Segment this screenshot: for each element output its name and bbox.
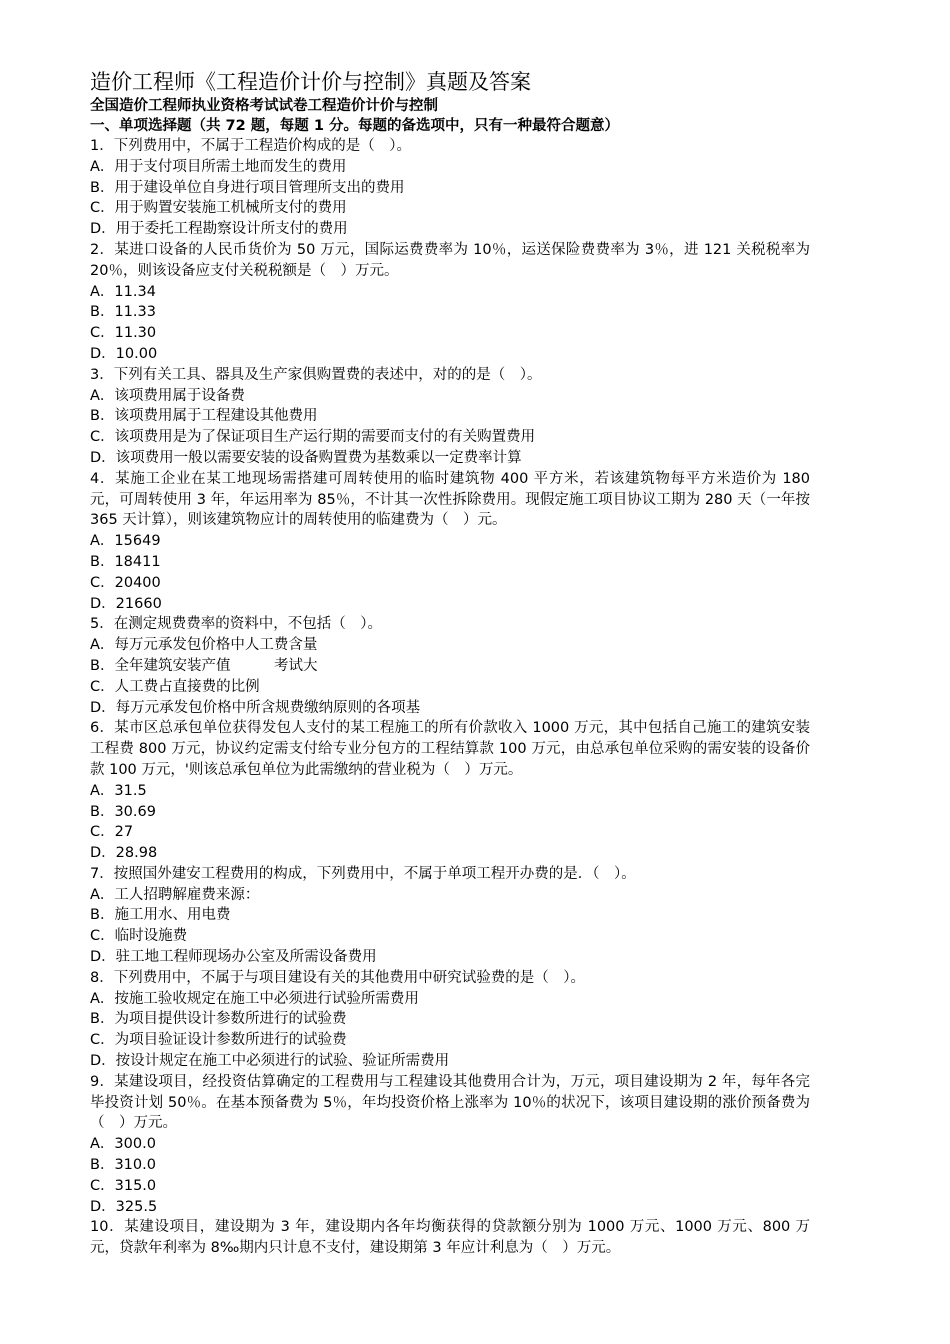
question-stem: 8．下列费用中，不属于与项目建设有关的其他费用中研究试验费的是（ ）。 — [90, 969, 585, 986]
question-block — [90, 864, 810, 968]
answer-option: A．该项费用属于设备费 — [90, 387, 245, 404]
answer-option: D．按设计规定在施工中必须进行的试验、验证所需费用 — [90, 1053, 450, 1070]
question-stem: 10．某建设项目，建设期为 3 年，建设期内各年均衡获得的贷款额分别为 1000 万元、1000 万元、800 万元，贷款年利率为 8‰期内只计息不支付，建设期第 3 年应计利息为（ ）万元。 — [90, 1219, 810, 1257]
answer-option: D．每万元承发包价格中所含规费缴纳原则的各项基 — [90, 699, 421, 716]
answer-option: B．11.33 — [90, 304, 156, 321]
question-block — [90, 968, 810, 1072]
document-page — [90, 68, 815, 1259]
section-title: 一、单项选择题（共 72 题，每题 1 分。每题的备选项中，只有一种最符合题意） — [90, 118, 619, 134]
question-block — [90, 136, 810, 240]
answer-option: A．11.34 — [90, 283, 156, 300]
question-stem: 5．在测定规费费率的资料中，不包括（ ）。 — [90, 616, 382, 633]
answer-option: D．325.5 — [90, 1198, 158, 1215]
answer-option: B．该项费用属于工程建设其他费用 — [90, 408, 318, 425]
answer-option: C．315.0 — [90, 1177, 157, 1194]
question-block — [90, 614, 810, 718]
answer-option: A．每万元承发包价格中人工费含量 — [90, 637, 318, 654]
answer-option: B．18411 — [90, 553, 161, 570]
answer-option: C．用于购置安装施工机械所支付的费用 — [90, 200, 347, 217]
question-stem: 2．某进口设备的人民币货价为 50 万元，国际运费费率为 10％，运送保险费费率为 3％，进 121 关税税率为 20％，则该设备应支付关税税额是（ ）万元。 — [90, 241, 815, 279]
answer-option: C．为项目验证设计参数所进行的试验费 — [90, 1032, 347, 1049]
question-stem: 4．某施工企业在某工地现场需搭建可周转使用的临时建筑物 400 平方米，若该建筑物每平方米造价为 180 元，可周转使用 3 年，年运用率为 85％，不计其一次性拆除费用。现假定施工项目协议工期为 280 天（一年按 365 天计算），则该建筑物应计的周转使用的临建费为（ ）元。 — [90, 470, 815, 529]
answer-option: D．21660 — [90, 595, 162, 612]
answer-option: A．工人招聘解雇费来源： — [90, 886, 260, 903]
answer-option: C．11.30 — [90, 325, 157, 342]
question-block — [90, 240, 815, 365]
document-title: 造价工程师《工程造价计价与控制》真题及答案 — [90, 70, 531, 94]
answer-option: D．驻工地工程师现场办公室及所需设备费用 — [90, 949, 377, 966]
document-subtitle: 全国造价工程师执业资格考试试卷工程造价计价与控制 — [90, 98, 438, 114]
answer-option: C．该项费用是为了保证项目生产运行期的需要而支付的有关购置费用 — [90, 429, 536, 446]
answer-option: D．用于委托工程勘察设计所支付的费用 — [90, 221, 348, 238]
question-block — [90, 1072, 810, 1218]
question-stem: 7．按照国外建安工程费用的构成，下列费用中，不属于单项工程开办费的是．（ ）。 — [90, 865, 636, 882]
answer-option: D．该项费用一般以需要安装的设备购置费为基数乘以一定费率计算 — [90, 449, 522, 466]
answer-option: B．310.0 — [90, 1157, 156, 1174]
answer-option: C．人工费占直接费的比例 — [90, 678, 260, 695]
question-list — [90, 136, 815, 1259]
answer-option: A．31.5 — [90, 782, 147, 799]
answer-option: B．30.69 — [90, 803, 156, 820]
answer-option: C．临时设施费 — [90, 928, 188, 945]
question-stem: 1．下列费用中，不属于工程造价构成的是（ ）。 — [90, 138, 411, 154]
question-stem: 6．某市区总承包单位获得发包人支付的某工程施工的所有价款收入 1000 万元，其中包括自己施工的建筑安装工程费 800 万元，协议约定需支付给专业分包方的工程结算款 100 万元，由总承包单位采购的需安装的设备价款 100 万元，'则该总承包单位为此需缴纳的营业税为（ ）万元。 — [90, 720, 810, 778]
answer-option: A．用于支付项目所需土地而发生的费用 — [90, 158, 347, 175]
question-block — [90, 718, 810, 864]
answer-option: C．27 — [90, 824, 134, 841]
answer-option: B．为项目提供设计参数所进行的试验费 — [90, 1011, 347, 1028]
answer-option: A．按施工验收规定在施工中必须进行试验所需费用 — [90, 990, 419, 1007]
answer-option: D．10.00 — [90, 345, 158, 362]
answer-option: B．用于建设单位自身进行项目管理所支出的费用 — [90, 179, 405, 196]
question-stem: 9．某建设项目，经投资估算确定的工程费用与工程建设其他费用合计为，万元，项目建设期为 2 年，每年各完毕投资计划 50％。在基本预备费为 5％，年均投资价格上涨率为 10％的状况下，该项目建设期的涨价预备费为（ ）万元。 — [90, 1073, 810, 1132]
question-block — [90, 1217, 810, 1259]
question-block — [90, 365, 810, 469]
answer-option: C．20400 — [90, 574, 161, 591]
answer-option: A．15649 — [90, 533, 161, 550]
question-stem: 3．下列有关工具、器具及生产家俱购置费的表述中，对的的是（ ）。 — [90, 366, 542, 383]
answer-option: B．施工用水、用电费 — [90, 907, 231, 924]
answer-option: D．28.98 — [90, 845, 158, 862]
answer-option: B．全年建筑安装产值 考试大 — [90, 657, 318, 674]
answer-option: A．300.0 — [90, 1136, 156, 1153]
question-block — [90, 469, 815, 615]
